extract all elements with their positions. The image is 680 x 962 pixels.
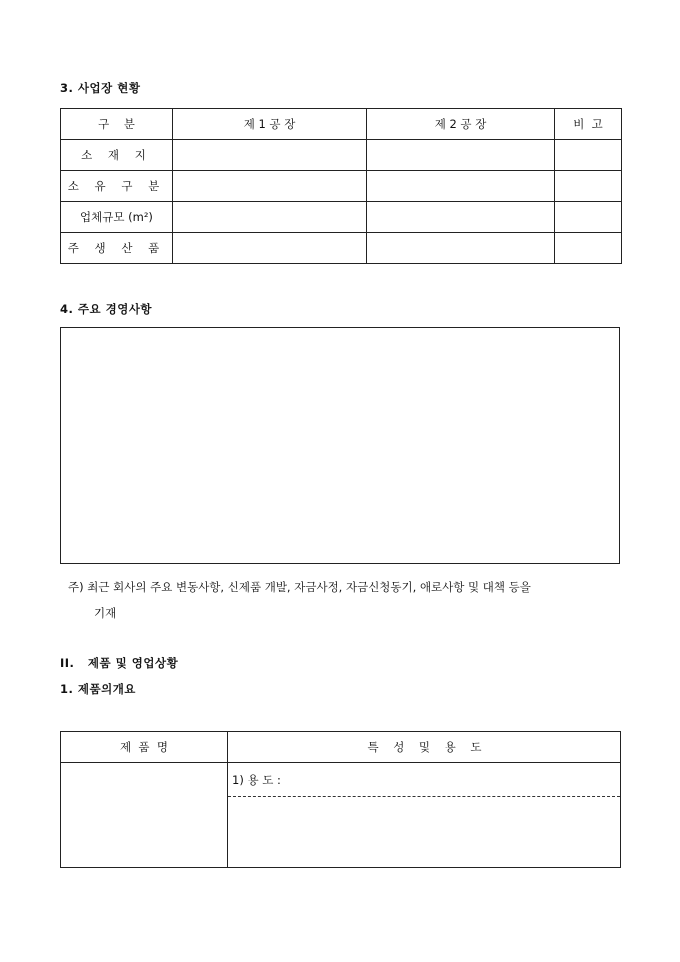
cell-empty [173,202,367,233]
table-row [61,171,622,202]
header-remarks: 비 고 [555,109,622,140]
cell-empty [173,140,367,171]
row-label-location: 소 재 지 [61,140,173,171]
cell-empty [173,171,367,202]
row-label-main-product: 주 생 산 품 [61,233,173,264]
table-row [61,233,622,264]
row-label-scale: 업체규모 (m²) [61,202,173,233]
header-factory-2: 제 2 공 장 [367,109,555,140]
note-line-2: 기재 [94,606,117,620]
header-characteristics: 특 성 및 용 도 [367,740,482,754]
note-line-1: 주) 최근 회사의 주요 변동사항, 신제품 개발, 자금사정, 자금신청동기, 애로사항 및 대책 등을 [68,580,531,594]
usage-label: 1) 용 도 : [232,773,281,787]
cell-empty [367,140,555,171]
cell-empty [555,202,622,233]
table-row [61,202,622,233]
site-status-table [60,108,622,264]
section-4-title: 4. 주요 경영사항 [60,302,153,316]
header-factory-1: 제 1 공 장 [173,109,367,140]
product-name-cell[interactable] [61,763,227,867]
cell-empty [367,202,555,233]
table-row [61,140,622,171]
characteristics-cell[interactable] [228,797,621,867]
header-category: 구 분 [61,109,173,140]
product-table [60,731,621,868]
cell-empty [367,171,555,202]
cell-empty [555,140,622,171]
cell-empty [173,233,367,264]
row-label-ownership: 소 유 구 분 [61,171,173,202]
cell-empty [555,171,622,202]
subsection-1-title: 1. 제품의개요 [60,682,136,696]
header-product-name: 제 품 명 [120,740,168,754]
table-header-row [61,109,622,140]
cell-empty [367,233,555,264]
cell-empty [555,233,622,264]
section-3-title: 3. 사업장 현황 [60,81,141,95]
management-text-box[interactable] [60,327,620,564]
section-II-title: II. 제품 및 영업상황 [60,656,179,670]
